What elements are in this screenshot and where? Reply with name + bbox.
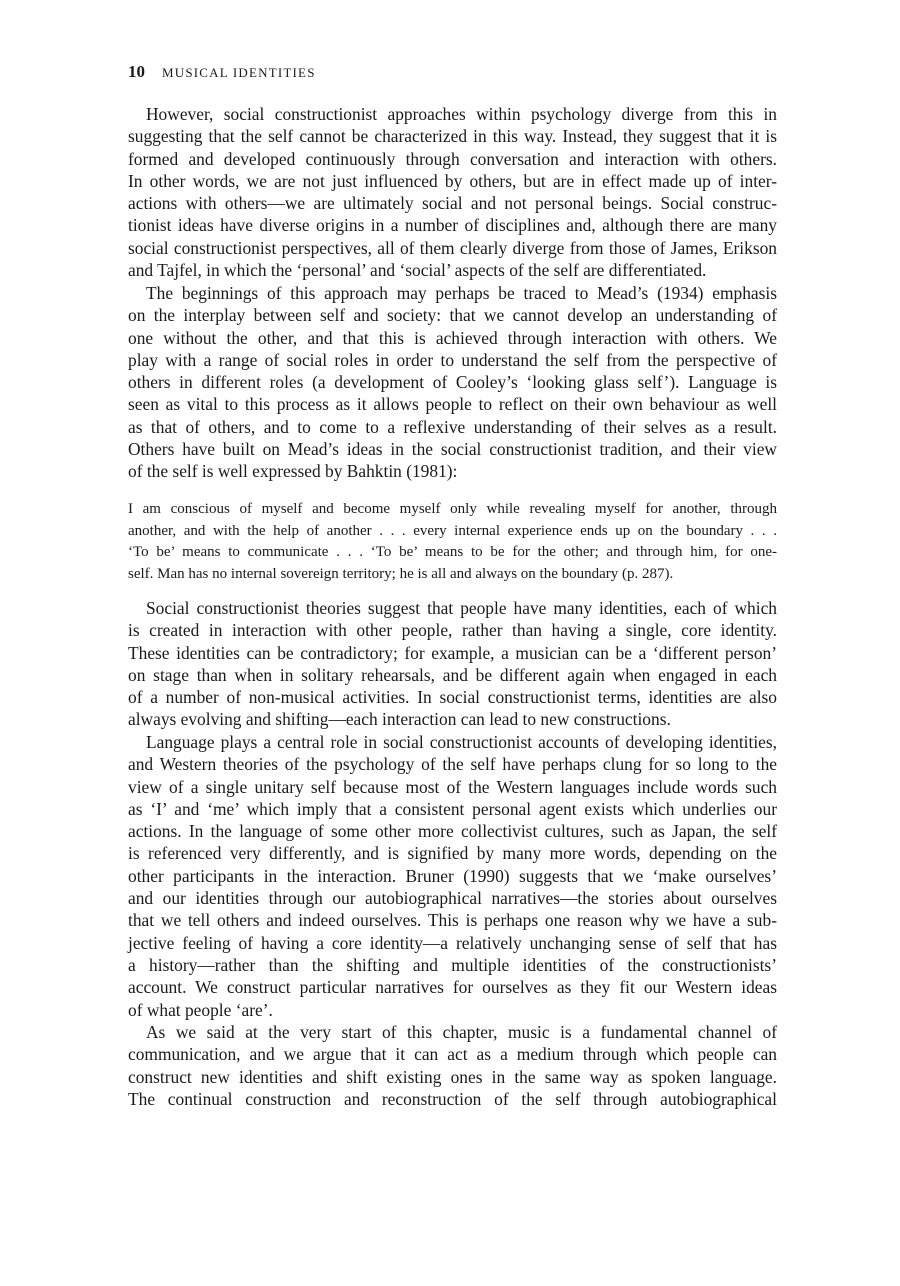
- text-line: Language plays a central role in social constructionist accounts of developing identities,: [146, 732, 777, 752]
- text-line: account. We construct particular narratives for ourselves as they fit our Western ideas: [128, 977, 777, 998]
- text-line: that we tell others and indeed ourselves. This is perhaps one reason why we have a sub-: [128, 910, 777, 931]
- paragraph-3: [128, 597, 777, 731]
- text-line: is referenced very differently, and is signified by many more words, depending on the: [128, 843, 777, 864]
- text-line: The continual construction and reconstruction of the self through autobiographical: [128, 1088, 777, 1109]
- text-line: In other words, we are not just influenced by others, but are in effect made up of inter-: [128, 170, 777, 191]
- text-line: Social constructionist theories suggest that people have many identities, each of which: [146, 598, 777, 618]
- text-line: and our identities through our autobiographical narratives—the stories about ourselves: [128, 888, 777, 909]
- paragraph-1: [128, 103, 777, 281]
- text-line: of a number of non-musical activities. In social constructionist terms, identities are also: [128, 687, 777, 708]
- text-line: on the interplay between self and society: that we cannot develop an understanding of: [128, 305, 777, 326]
- text-line: Others have built on Mead’s ideas in the social constructionist tradition, and their view: [128, 439, 777, 460]
- text-line: tionist ideas have diverse origins in a number of disciplines and, although there are many: [128, 215, 777, 236]
- text-line: always evolving and shifting—each interaction can lead to new constructions.: [128, 709, 671, 730]
- text-line: seen as vital to this process as it allows people to reflect on their own behaviour as well: [128, 394, 777, 415]
- block-quote: [128, 499, 777, 585]
- text-line: a history—rather than the shifting and multiple identities of the constructionists’: [128, 954, 777, 975]
- text-line: of the self is well expressed by Bahktin (1981):: [128, 461, 458, 482]
- text-line: The beginnings of this approach may perhaps be traced to Mead’s (1934) emphasis: [146, 283, 777, 303]
- text-line: social constructionist perspectives, all of them clearly diverge from those of James, Erikson: [128, 237, 777, 258]
- text-line: of what people ‘are’.: [128, 999, 273, 1020]
- text-line: other participants in the interaction. Bruner (1990) suggests that we ‘make ourselves’: [128, 865, 777, 886]
- text-line: suggesting that the self cannot be characterized in this way. Instead, they suggest that it is: [128, 126, 777, 147]
- text-line: formed and developed continuously through conversation and interaction with others.: [128, 148, 777, 169]
- text-line: on stage than when in solitary rehearsals, and be different again when engaged in each: [128, 664, 777, 685]
- running-title: MUSICAL IDENTITIES: [162, 65, 316, 80]
- text-line: play with a range of social roles in order to understand the self from the perspective of: [128, 349, 777, 370]
- text-line: communication, and we argue that it can act as a medium through which people can: [128, 1044, 777, 1065]
- text-line: as ‘I’ and ‘me’ which imply that a consistent personal agent exists which underlies our: [128, 798, 777, 819]
- text-line: as that of others, and to come to a reflexive understanding of their selves as a result.: [128, 416, 777, 437]
- quote-line: self. Man has no internal sovereign territory; he is all and always on the boundary (p. 287).: [128, 565, 674, 582]
- text-line: and Tajfel, in which the ‘personal’ and ‘social’ aspects of the self are differentiated.: [128, 260, 707, 281]
- quote-line: ‘To be’ means to communicate . . . ‘To be’ means to be for the other; and through him, for one-: [128, 544, 777, 560]
- quote-line: I am conscious of myself and become myself only while revealing myself for another, through: [128, 501, 777, 517]
- text-line: As we said at the very start of this chapter, music is a fundamental channel of: [146, 1022, 777, 1042]
- text-line: actions. In the language of some other more collectivist cultures, such as Japan, the self: [128, 821, 777, 842]
- text-line: However, social constructionist approaches within psychology diverge from this in: [146, 104, 777, 124]
- page-number: 10: [128, 62, 145, 81]
- text-line: jective feeling of having a core identity—a relatively unchanging sense of self that has: [128, 932, 777, 953]
- quote-line: another, and with the help of another . . . every internal experience ends up on the boundary . . .: [128, 522, 777, 539]
- text-line: others in different roles (a development of Cooley’s ‘looking glass self’). Language is: [128, 372, 777, 393]
- paragraph-5: [128, 1021, 777, 1110]
- text-line: and Western theories of the psychology of the self have perhaps clung for so long to the: [128, 754, 777, 775]
- text-line: actions with others—we are ultimately social and not personal beings. Social construc-: [128, 193, 777, 214]
- text-line: view of a single unitary self because most of the Western languages include words such: [128, 776, 777, 797]
- text-line: one without the other, and that this is achieved through interaction with others. We: [128, 327, 777, 348]
- text-line: These identities can be contradictory; for example, a musician can be a ‘different person’: [128, 642, 777, 663]
- paragraph-2: [128, 282, 777, 483]
- paragraph-4: [128, 731, 777, 1021]
- text-line: construct new identities and shift existing ones in the same way as spoken language.: [128, 1066, 777, 1087]
- text-line: is created in interaction with other people, rather than having a single, core identity.: [128, 620, 777, 641]
- running-head: [128, 62, 316, 84]
